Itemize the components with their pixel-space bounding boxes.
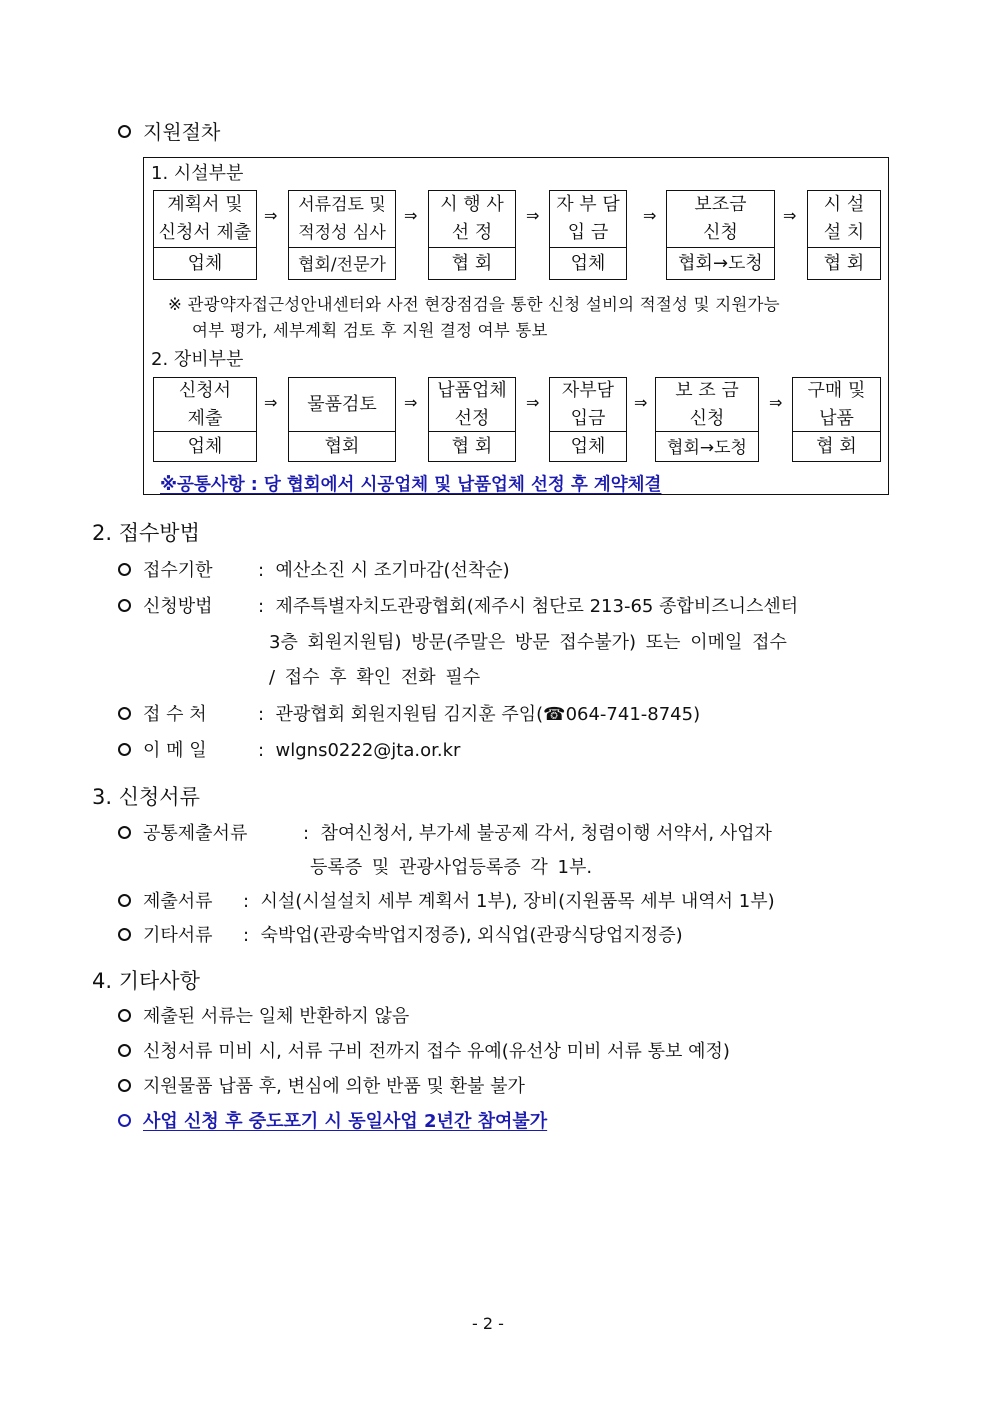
arrow-right-icon: ⇒: [264, 393, 278, 412]
facility-note-line2: 여부 평가, 세부계획 검토 후 지원 결정 여부 통보: [192, 321, 548, 340]
page-number: - 2 -: [472, 1314, 504, 1333]
step-line2: 입 금: [567, 222, 609, 243]
arrow-right-icon: ⇒: [526, 206, 540, 225]
step-line1: 보 조 금: [675, 379, 739, 401]
circle-bullet-icon: [118, 743, 131, 756]
step-actor: 협 회: [816, 436, 857, 457]
item-label: 접 수 처: [143, 704, 207, 725]
arrow-right-icon: ⇒: [769, 393, 783, 412]
section4-item-1: [118, 1002, 409, 1028]
step-line1: 신청서: [178, 379, 232, 401]
email-link[interactable]: wlgns0222@jta.or.kr: [275, 740, 461, 761]
step-line1: 구매 및: [807, 379, 866, 401]
circle-bullet-icon: [118, 707, 131, 720]
step-actor: 협 회: [451, 253, 493, 274]
section3-item-other: [118, 921, 683, 947]
step-actor: 업체: [570, 253, 606, 274]
section3-item-submit: [118, 887, 775, 913]
circle-bullet-icon: [118, 125, 131, 138]
step-line1: 물품검토: [307, 393, 377, 415]
step-line1: 자 부 담: [556, 194, 620, 215]
circle-bullet-icon: [118, 1044, 131, 1057]
item-label: 신청방법: [143, 596, 213, 617]
item-text: 지원물품 납품 후, 변심에 의한 반품 및 환불 불가: [143, 1076, 525, 1097]
facility-step-3: [428, 190, 516, 280]
item-text: 신청서류 미비 시, 서류 구비 전까지 접수 유예(유선상 미비 서류 통보 예정): [143, 1041, 730, 1062]
section2-item-method-cont1: 3층 회원지원팀) 방문(주말은 방문 접수불가) 또는 이메일 접수: [269, 632, 787, 653]
step-line1: 서류검토 및: [298, 195, 386, 215]
section3-item-common: [118, 819, 772, 845]
colon: :: [258, 596, 265, 617]
section4-title: 4. 기타사항: [92, 969, 200, 993]
facility-step-5: [666, 190, 775, 280]
common-note: ※공통사항 : 당 협회에서 시공업체 및 납품업체 선정 후 계약체결: [160, 475, 662, 495]
arrow-right-icon: ⇒: [783, 206, 797, 225]
section4-item-4: [118, 1107, 547, 1133]
section4-item-3: [118, 1072, 525, 1098]
equipment-step-5: [655, 377, 759, 462]
step-actor: 협 회: [823, 253, 865, 274]
circle-bullet-icon: [118, 599, 131, 612]
step-line2: 신청: [689, 407, 725, 429]
equipment-step-2: [288, 377, 396, 462]
step-actor: 협회→도청: [678, 253, 763, 274]
item-label: 제출서류: [143, 891, 213, 912]
section2-item-email: [118, 736, 460, 762]
circle-bullet-icon: [118, 894, 131, 907]
item-text: 참여신청서, 부가세 불공제 각서, 청렴이행 서약서, 사업자: [320, 823, 772, 844]
colon: :: [243, 925, 250, 946]
item-label: 공통제출서류: [143, 823, 248, 844]
step-line2: 신청서 제출: [158, 222, 252, 243]
step-actor: 업체: [187, 436, 223, 457]
section4-item-2: [118, 1037, 730, 1063]
section2-item-method: [118, 592, 798, 618]
step-actor: 협 회: [451, 436, 493, 457]
step-line1: 자부담: [561, 379, 615, 401]
step-actor: 업체: [187, 253, 223, 274]
facility-step-4: [549, 190, 627, 280]
step-line1: 계획서 및: [167, 194, 243, 215]
section2-item-receiver: [118, 700, 700, 726]
step-actor: 업체: [570, 436, 606, 457]
item-text: 관광협회 회원지원팀 김지훈 주임(☎064-741-8745): [275, 704, 701, 725]
section2-item-deadline: [118, 556, 510, 582]
step-line2: 설 치: [823, 222, 865, 243]
colon: :: [258, 740, 265, 761]
item-text: 숙박업(관광숙박업지정증), 외식업(관광식당업지정증): [260, 925, 683, 946]
circle-bullet-icon: [118, 1009, 131, 1022]
procedure-heading-text: 지원절차: [143, 120, 221, 144]
circle-bullet-icon: [118, 928, 131, 941]
facility-step-6: [807, 190, 881, 280]
colon: :: [258, 704, 265, 725]
circle-bullet-icon: [118, 563, 131, 576]
equipment-step-6: [792, 377, 881, 462]
step-line2: 신청: [703, 222, 738, 243]
arrow-right-icon: ⇒: [264, 206, 278, 225]
step-line2: 적정성 심사: [298, 223, 386, 243]
step-line1: 보조금: [694, 194, 747, 215]
step-line2: 선 정: [451, 222, 493, 243]
arrow-right-icon: ⇒: [643, 206, 657, 225]
colon: :: [258, 560, 265, 581]
step-line2: 납품: [819, 407, 854, 429]
step-line2: 제출: [187, 407, 223, 429]
facility-title: 1. 시설부분: [151, 163, 244, 184]
section2-title: 2. 접수방법: [92, 521, 200, 545]
arrow-right-icon: ⇒: [526, 393, 540, 412]
item-text: 제출된 서류는 일체 반환하지 않음: [143, 1006, 410, 1027]
item-label: 접수기한: [143, 560, 213, 581]
equipment-title: 2. 장비부분: [151, 349, 244, 370]
circle-bullet-icon: [118, 1079, 131, 1092]
step-line1: 시 행 사: [440, 194, 504, 215]
step-actor: 협회: [324, 436, 360, 457]
section3-item-common-cont: 등록증 및 관광사업등록증 각 1부.: [310, 857, 593, 878]
circle-bullet-icon: [118, 1114, 131, 1127]
section2-item-method-cont2: / 접수 후 확인 전화 필수: [269, 667, 481, 688]
arrow-right-icon: ⇒: [634, 393, 648, 412]
equipment-step-4: [549, 377, 627, 462]
step-actor: 협회→도청: [667, 437, 747, 458]
colon: :: [243, 891, 250, 912]
item-text: 예산소진 시 조기마감(선착순): [275, 560, 510, 581]
item-label: 기타서류: [143, 925, 213, 946]
facility-step-1: [153, 190, 257, 280]
step-actor: 협회/전문가: [298, 254, 386, 275]
item-text-emphasis: 사업 신청 후 중도포기 시 동일사업 2년간 참여불가: [143, 1111, 548, 1132]
step-line2: 선정: [454, 407, 490, 429]
section3-title: 3. 신청서류: [92, 785, 200, 809]
item-text: 시설(시설설치 세부 계획서 1부), 장비(지원품목 세부 내역서 1부): [260, 891, 775, 912]
equipment-step-3: [428, 377, 516, 462]
facility-step-2: [288, 190, 396, 280]
arrow-right-icon: ⇒: [404, 206, 418, 225]
colon: :: [303, 823, 310, 844]
arrow-right-icon: ⇒: [404, 393, 418, 412]
step-line1: 시 설: [823, 194, 865, 215]
step-line1: 납품업체: [437, 379, 507, 401]
equipment-step-1: [153, 377, 257, 462]
facility-note-line1: ※ 관광약자접근성안내센터와 사전 현장점검을 통한 신청 설비의 적절성 및 지원가능: [168, 295, 780, 314]
step-line2: 입금: [570, 407, 606, 429]
item-label: 이 메 일: [143, 740, 207, 761]
procedure-heading: [118, 116, 220, 145]
circle-bullet-icon: [118, 826, 131, 839]
item-text: 제주특별자치도관광협회(제주시 첨단로 213-65 종합비즈니스센터: [275, 596, 799, 617]
